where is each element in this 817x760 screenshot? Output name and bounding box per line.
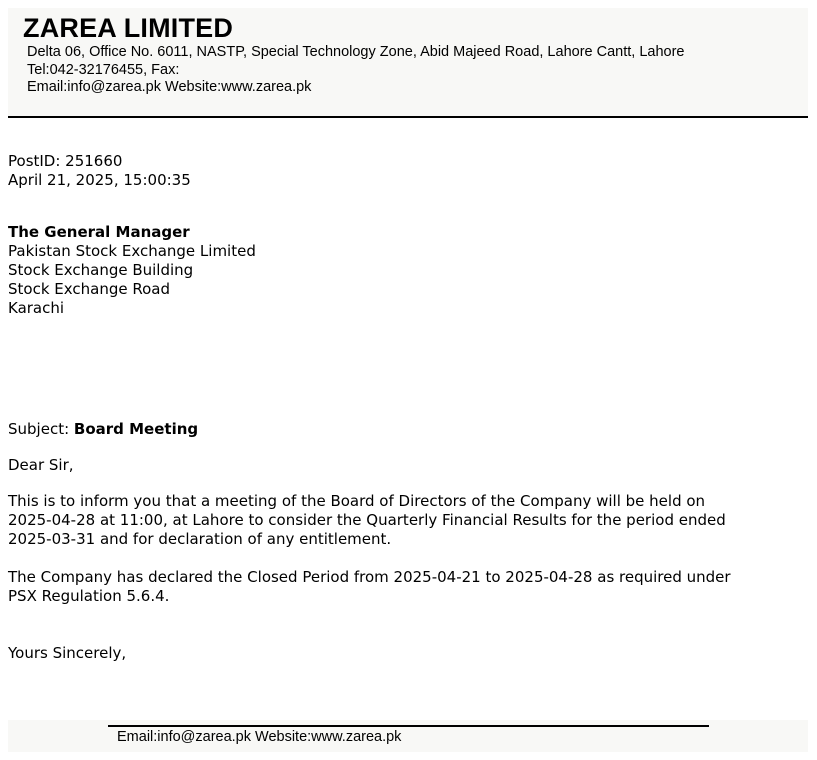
company-name: ZAREA LIMITED [23, 13, 234, 43]
footer-divider [108, 725, 709, 727]
footer-email-website: Email:info@zarea.pk Website:www.zarea.pk [117, 729, 402, 745]
subject-line [8, 420, 198, 439]
post-id: PostID: 251660 [8, 152, 123, 170]
company-phone-fax: Tel:042-32176455, Fax: [27, 62, 180, 78]
recipient-line-2: Stock Exchange Building [8, 261, 194, 279]
body-paragraph-2-line-1: The Company has declared the Closed Period from 2025-04-21 to 2025-04-28 as required under [8, 568, 731, 586]
salutation: Dear Sir, [8, 456, 74, 474]
subject-label: Subject: [8, 420, 74, 438]
recipient-title: The General Manager [8, 223, 190, 241]
body-paragraph-1-line-1: This is to inform you that a meeting of the Board of Directors of the Company will be held on [8, 492, 706, 510]
letterhead [8, 8, 808, 116]
letter-footer [8, 720, 808, 752]
header-divider [8, 116, 808, 118]
body-paragraph-1-line-2: 2025-04-28 at 11:00, at Lahore to consider the Quarterly Financial Results for the period ended [8, 511, 726, 529]
body-paragraph-1-line-3: 2025-03-31 and for declaration of any entitlement. [8, 530, 392, 548]
recipient-line-1: Pakistan Stock Exchange Limited [8, 242, 256, 260]
recipient-line-4: Karachi [8, 299, 65, 317]
recipient-line-3: Stock Exchange Road [8, 280, 170, 298]
body-paragraph-2-line-2: PSX Regulation 5.6.4. [8, 587, 170, 605]
post-datetime: April 21, 2025, 15:00:35 [8, 171, 191, 189]
company-address: Delta 06, Office No. 6011, NASTP, Special Technology Zone, Abid Majeed Road, Lahore Cantt, Lahore [27, 44, 685, 60]
company-email-website: Email:info@zarea.pk Website:www.zarea.pk [27, 79, 312, 95]
closing: Yours Sincerely, [8, 644, 127, 662]
subject-value: Board Meeting [73, 420, 199, 438]
